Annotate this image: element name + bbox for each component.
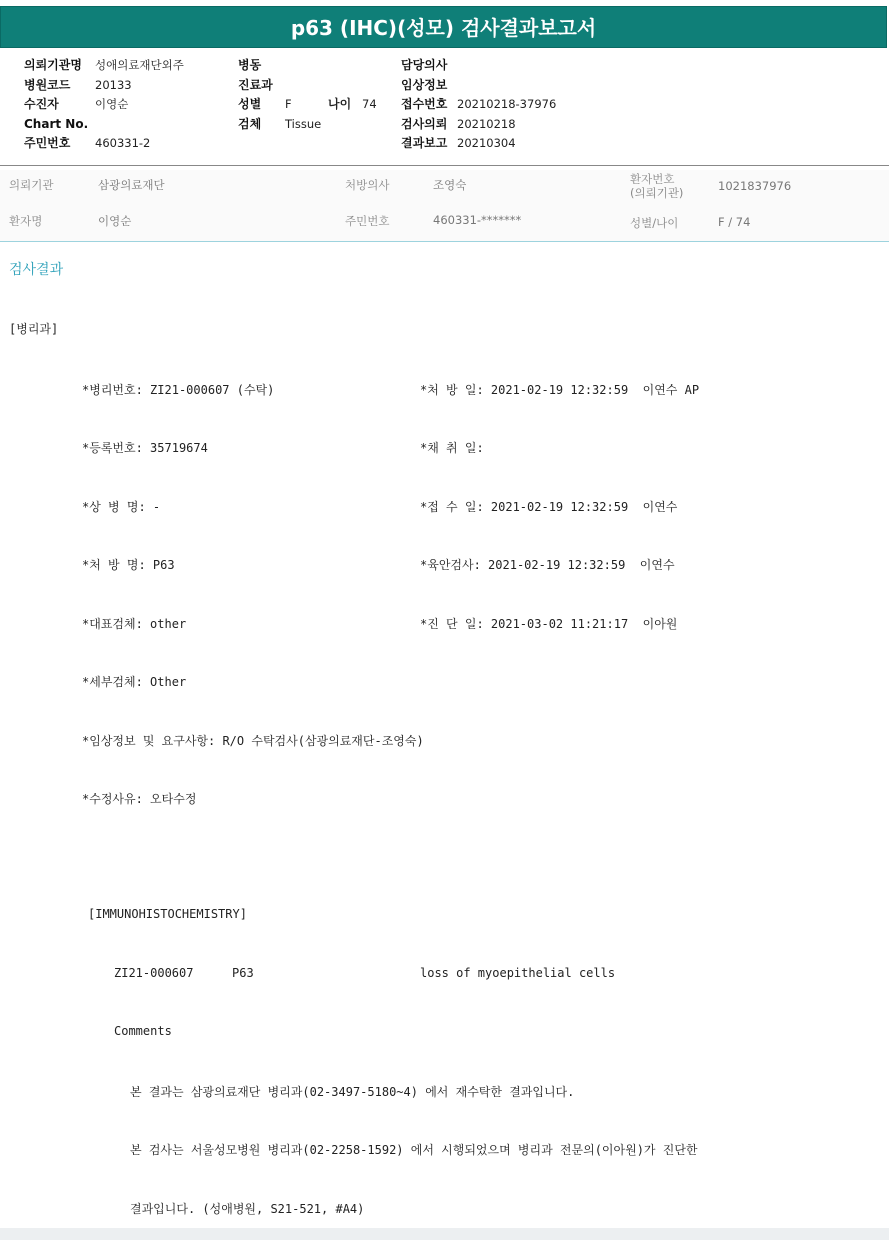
header-label: 의뢰기관명	[24, 58, 82, 72]
left-field: *수정사유: 오타수정	[82, 792, 197, 806]
header-value: 20133	[95, 77, 132, 92]
header-label: Chart No.	[24, 116, 89, 131]
header-value: Tissue	[285, 116, 322, 131]
header-column-doctor	[401, 56, 601, 154]
patient-no-label: 환자번호	[630, 172, 675, 186]
header-row	[238, 95, 398, 115]
report-title: p63 (IHC)(성모) 검사결과보고서	[0, 6, 887, 48]
patient-no-sublabel: (의뢰기관)	[630, 186, 684, 200]
age-value: 74	[362, 97, 377, 111]
header-row	[401, 95, 601, 115]
header-row	[24, 76, 234, 96]
left-field: *세부검체: Other	[82, 675, 187, 689]
left-field: *등록번호: 35719674	[82, 441, 208, 455]
sex-age-value: F / 74	[718, 215, 751, 229]
left-field: *병리번호: ZI21-000607 (수탁)	[82, 383, 275, 397]
doctor-label: 처방의사	[345, 178, 390, 192]
right-field: *채 취 일:	[420, 441, 484, 455]
header-label: 검사의뢰	[401, 116, 448, 131]
header-value: 460331-2	[95, 136, 151, 150]
comments-label: Comments	[114, 1024, 172, 1038]
header-value: F	[285, 97, 292, 111]
header-value: 20210218	[457, 116, 516, 131]
header-row	[401, 134, 601, 154]
header-row	[401, 76, 601, 96]
header-value: 성애의료재단외주	[95, 58, 184, 72]
header-column-requester	[24, 56, 234, 154]
header-label: 결과보고	[401, 136, 448, 150]
header-label: 접수번호	[401, 97, 448, 111]
right-field: *접 수 일: 2021-02-19 12:32:59 이연수	[420, 500, 678, 514]
header-value: 20210218-37976	[457, 97, 557, 111]
header-label: 진료과	[238, 77, 273, 92]
patient-info-table	[0, 170, 889, 242]
report-header	[0, 52, 889, 166]
patient-name-label: 환자명	[9, 214, 43, 228]
header-label: 병원코드	[24, 77, 71, 92]
right-field: *처 방 일: 2021-02-19 12:32:59 이연수 AP	[420, 383, 700, 397]
comment-line: 결과입니다. (성애병원, S21-521, #A4)	[130, 1202, 365, 1216]
header-label: 주민번호	[24, 136, 71, 150]
department-label: [병리과]	[9, 322, 59, 336]
doctor-value: 조영숙	[433, 178, 467, 192]
ihc-header: [IMMUNOHISTOCHEMISTRY]	[88, 907, 247, 921]
section-title-results: 검사결과	[9, 262, 64, 278]
left-field: *임상정보 및 요구사항: R/O 수탁검사(삼광의료재단-조영숙)	[82, 734, 424, 748]
header-label: 담당의사	[401, 58, 448, 72]
comment-line: 본 결과는 삼광의료재단 병리과(02-3497-5180~4) 에서 재수탁한 결과입니다.	[130, 1085, 575, 1099]
rrn-label: 주민번호	[345, 214, 390, 228]
institution-value: 삼광의료재단	[98, 178, 165, 192]
patient-no-value: 1021837976	[718, 179, 792, 193]
header-label: 병동	[238, 58, 262, 72]
header-row	[24, 134, 234, 154]
header-column-ward	[238, 56, 398, 134]
institution-label: 의뢰기관	[9, 178, 54, 192]
header-row	[24, 115, 234, 135]
ihc-marker: P63	[232, 966, 254, 980]
header-label: 임상정보	[401, 77, 448, 92]
comment-line: 본 검사는 서울성모병원 병리과(02-2258-1592) 에서 시행되었으며 병리과 전문의(이아원)가 진단한	[130, 1143, 698, 1157]
right-field: *육안검사: 2021-02-19 12:32:59 이연수	[420, 558, 675, 572]
header-row	[24, 95, 234, 115]
header-label: 성별	[238, 97, 262, 111]
sex-age-label: 성별/나이	[630, 216, 679, 230]
header-row	[24, 56, 234, 76]
header-row	[401, 56, 601, 76]
ihc-result: loss of myoepithelial cells	[420, 966, 616, 980]
header-row	[238, 56, 398, 76]
left-field: *처 방 명: P63	[82, 558, 175, 572]
header-row	[238, 76, 398, 96]
header-row	[238, 115, 398, 135]
patient-name-value: 이영순	[98, 214, 132, 228]
ihc-id: ZI21-000607	[114, 966, 194, 980]
header-row	[401, 115, 601, 135]
age-label: 나이	[328, 97, 352, 111]
header-label: 검체	[238, 116, 262, 131]
header-label: 수진자	[24, 97, 59, 111]
rrn-value: 460331-*******	[433, 213, 522, 227]
left-field: *대표검체: other	[82, 617, 187, 631]
right-field: *진 단 일: 2021-03-02 11:21:17 이아원	[420, 617, 678, 631]
page-bottom-bar	[0, 1228, 889, 1240]
header-value: 이영순	[95, 97, 129, 111]
left-field: *상 병 명: -	[82, 500, 161, 514]
header-value: 20210304	[457, 136, 516, 150]
